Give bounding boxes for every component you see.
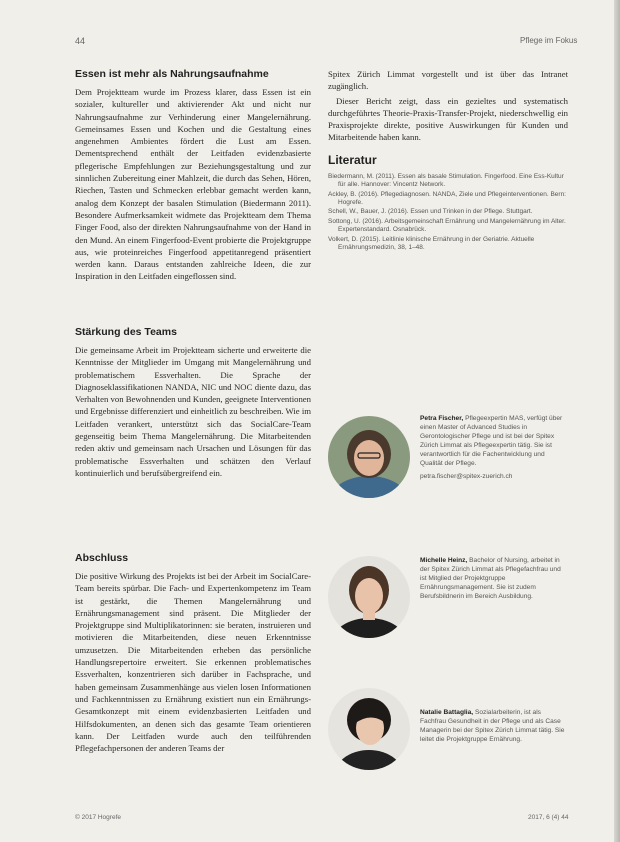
author-bio-fischer	[420, 414, 566, 481]
author-bio-heinz	[420, 556, 566, 601]
running-header: Pflege im Fokus	[520, 36, 578, 45]
literature-item: Sottong, U. (2016). Arbeitsgemeinschaft Ernährung und Mangelernährung im Alter. Expertenstandard. Osnabrück.	[328, 217, 566, 234]
page-edge-shadow	[614, 0, 620, 842]
section-abschluss	[75, 552, 311, 754]
author-photo	[328, 556, 410, 638]
footer-copyright: © 2017 Hogrefe	[75, 814, 121, 821]
section-body-abschluss: Die positive Wirkung des Projekts ist bei der Arbeit im SocialCare-Team bereits spürbar. Die Fach- und Expertenkompetenz im Team ist gestärkt, die Themen Mangelernährung und Ernährungsmanagement sind präsent. Die Mitglieder der Projektgruppe sind Multiplikatorinnen: sie beraten, instruieren und motivieren die Mitarbeitenden, diese neuen Erkenntnisse umzusetzen. Die Mitarbeitenden erheben das persönliche Handlungsrepertoire erweitert. Sie erkennen problematisches Essverhalten, konzentrieren sich darüber in Fachsprache, und haben gemeinsam Zusammenhänge aus vielen losen Informationen und Fachkenntnissen zu Ernährung existiert nun ein Ernährungs-Gesamtkonzept mit einem evidenzbasierten Leitfaden und Hilfsdokumenten, an denen sich das gesamte Team orientieren kann. Der Leitfaden wurde auch den teilführenden Pflegefachpersonen der anderen Teams der	[75, 571, 311, 754]
continued-paragraph: Spitex Zürich Limmat vorgestellt und ist über das Intranet zugänglich.	[328, 69, 568, 92]
footer-issue: 2017, 6 (4) 44	[528, 814, 569, 821]
author-name: Petra Fischer,	[420, 415, 464, 422]
conclusion-paragraph: Dieser Bericht zeigt, dass ein gezieltes und systematisch durchgeführtes Theorie-Praxis-Transfer-Projekt, niederschwellig ein Praxisprojekte direkte, positive Auswirkungen für Kunden und Mitarbeitende haben kann.	[328, 95, 568, 143]
author-description: Pflegeexpertin MAS, verfügt über einen Master of Advanced Studies in Gerontologischer Pflege und ist bei der Spitex Zürich Limmat als Pflegeexpertin tätig. Sie ist verantwortlich für die Fachentwicklung und Qualität der Pflege.	[420, 415, 563, 467]
section-essen	[75, 68, 311, 283]
author-photo	[328, 416, 410, 498]
author-photo	[328, 688, 410, 770]
author-email[interactable]: petra.fischer@spitex-zuerich.ch	[420, 473, 513, 480]
author-bio-battaglia	[420, 708, 566, 744]
author-description: Sozialarbeiterin, ist als Fachfrau Gesundheit in der Pflege und als Case Managerin bei der Spitex Zürich Limmat tätig. Sie leitet die Projektgruppe Ernährung.	[420, 709, 565, 743]
literature-item: Biedermann, M. (2011). Essen als basale Stimulation. Fingerfood. Eine Ess-Kultur für alle. Hannover: Vincentz Network.	[328, 172, 564, 189]
section-body-teams: Die gemeinsame Arbeit im Projektteam sicherte und erweiterte die Kenntnisse der Mitglieder im Umgang mit Mangelernährung und problematischem Essverhalten. Die Sprache der Diagnoseklassifikationen NANDA, NIC und NOC diente dazu, das Verhalten von Bewohnenden und Kunden, geeignete Interventionen und Ergebnisse differenziert und einheitlich zu beschreiben. Wie im Leitfaden verankert, unterstützt sich das SocialCare-Team gegenseitig beim Thema Mangelernährung. Die Mitarbeitenden reden aktiv und gemeinsam nach Ursachen und Lösungen für das problematische Essverhalten und schätzen den Verlauf kontinuierlich und berufsübergreifend ein.	[75, 345, 311, 478]
section-body-essen: Dem Projektteam wurde im Prozess klarer, dass Essen ist ein sozialer, kultureller und aktivierender Akt und nicht nur Nahrungsaufnahme zur Verhinderung einer Mangelernährung. Gemeinsames Essen und Kochen und die Gestaltung eines angenehmen Ambientes fördert die Lust am Essen. Dementsprechend enthält der Leitfaden evidenzbasierte pflegerische Empfehlungen zur Beziehungsgestaltung und zur sinnlichen Zubereitung einer Mahlzeit, die durch das Sehen, Hören, Riechen, Tasten und Schmecken erlebbar gemacht werden kann, analog dem Konzept der basalen Stimulation (Biedermann 2011). Besondere Aufmerksamkeit widmete das Projektteam dem Thema Finger Food, also der direkten Nahrungsaufnahme von der Hand in den Mund. An einem Fingerfood-Event probierte die Projektgruppe aus, wie proteinreiches Fingerfood appetitanregend präsentiert werden kann. Daraus entstanden zahlreiche Ideen, die zur Inspiration in den Leitfaden eingeflossen sind.	[75, 87, 311, 282]
literature-list	[328, 173, 568, 253]
section-heading-essen: Essen ist mehr als Nahrungsaufnahme	[75, 68, 269, 80]
literature-heading: Literatur	[328, 152, 377, 167]
literature-item: Ackley, B. (2016). Pflegediagnosen. NANDA, Ziele und Pflegeinterventionen. Bern: Hogrefe.	[328, 190, 566, 206]
section-heading-abschluss: Abschluss	[75, 552, 129, 564]
section-heading-teams: Stärkung des Teams	[75, 326, 177, 338]
author-description: Bachelor of Nursing, arbeitet in der Spitex Zürich Limmat als Pflegefachfrau und ist Mitglied der Projektgruppe Ernährungsmanagement. Sie ist zudem Berufsbildnerin im Bereich Ausbildung.	[420, 557, 561, 600]
right-column	[328, 68, 568, 743]
author-name: Michelle Heinz,	[420, 557, 468, 564]
literature-item: Schell, W., Bauer, J. (2016). Essen und Trinken in der Pflege. Stuttgart.	[328, 208, 533, 216]
author-name: Natalie Battaglia,	[420, 709, 474, 716]
page-number: 44	[75, 36, 86, 46]
literature-item: Volkert, D. (2015). Leitlinie klinische Ernährung in der Geriatrie. Aktuelle Ernährungsmedizin, 38, 1–48.	[328, 235, 535, 252]
section-teams	[75, 326, 311, 479]
